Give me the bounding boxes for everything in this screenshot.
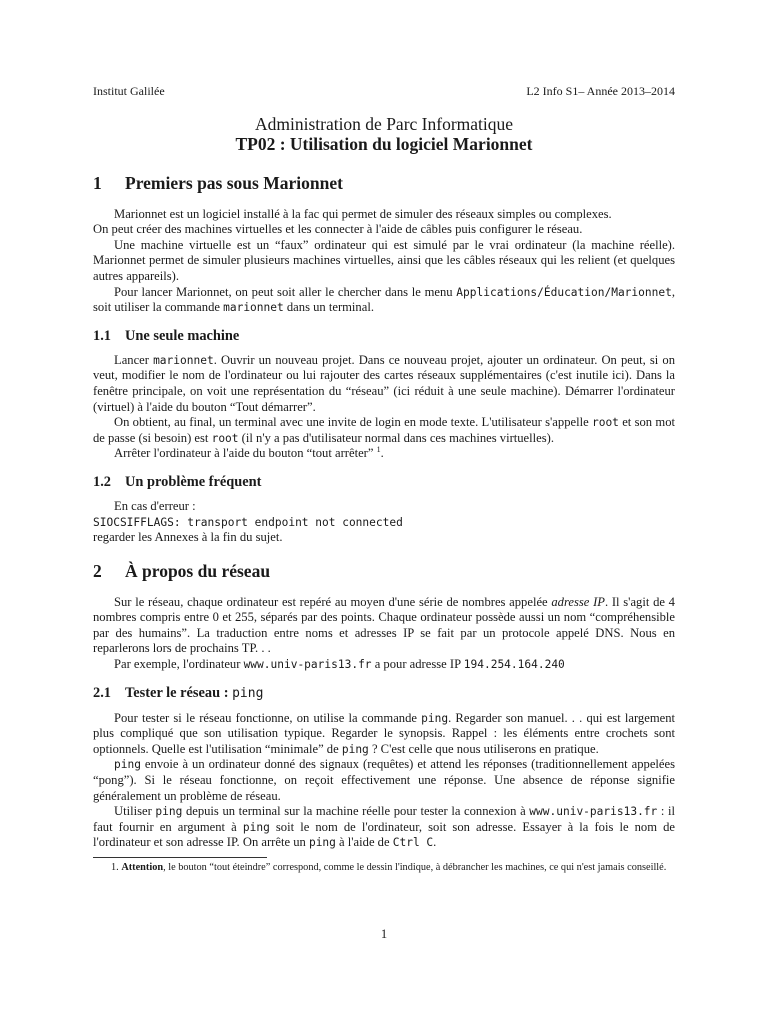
command: ping <box>114 758 141 772</box>
text-line: On peut créer des machines virtuelles et les connecter à l'aide de câbles puis configurer le réseau. <box>93 222 583 237</box>
error-message: SIOCSIFFLAGS: transport endpoint not connected <box>93 515 403 529</box>
paragraph: En cas d'erreur : <box>114 498 196 513</box>
text: . Ouvrir un nouveau projet. Dans ce nouveau projet, ajouter un ordinateur. On peut, si on veut, modifier le nom de l'ordinateur ou lui rajouter des cartes réseaux supplémentaires (c'est inutile ici). Dans la fenêtre principale, on voit une représentation du “réseau” (ici réduit à une seule machine). Démarrer l'ordinateur (virtuel) à l'aide du bouton “Tout démarrer”. <box>93 352 675 414</box>
text: depuis un terminal sur la machine réelle pour tester la connexion à <box>182 804 530 819</box>
paragraph <box>93 207 675 223</box>
paragraph <box>93 446 675 462</box>
footnote-number: 1. <box>111 862 119 873</box>
text: à l'aide de <box>335 835 393 850</box>
paragraph <box>93 711 675 758</box>
text: . <box>433 835 437 850</box>
text-line: Marionnet est un logiciel installé à la fac qui permet de simuler des réseaux simples ou complexes. <box>114 206 612 221</box>
document-title: Administration de Parc Informatique <box>254 113 514 134</box>
section-2-heading <box>93 560 675 582</box>
text: dans un terminal. <box>283 300 374 315</box>
text: (il n'y a pas d'utilisateur normal dans ces machines virtuelles). <box>238 430 554 445</box>
text: . Regarder son manuel. . . qui est largement plus compliqué que son utilisation typique. Regarder le synopsis. Rappel : les éléments entre crochets sont optionnels. Quelle est l'utilisation “minimale” de <box>93 710 675 756</box>
command: ping <box>232 685 264 701</box>
username: root <box>591 416 619 430</box>
command: ping <box>341 742 369 756</box>
ip-address: 194.254.164.240 <box>463 658 565 672</box>
paragraph: Une machine virtuelle est un “faux” ordinateur qui est simulé par le vrai ordinateur (la machine réelle). Marionnet permet de simuler plusieurs machines virtuelles, ainsi que les câbles réseaux qui les relient (et quelques autres appareils). <box>93 237 675 283</box>
paragraph <box>93 657 675 673</box>
text: Utiliser <box>114 804 156 819</box>
hostname: www.univ-paris13.fr <box>529 805 658 819</box>
section-number: 2.1 <box>93 684 111 701</box>
text: Sur le réseau, chaque ordinateur est repéré au moyen d'une série de nombres appelée <box>114 594 552 609</box>
text: , soit utiliser la commande <box>93 284 675 315</box>
hostname: www.univ-paris13.fr <box>243 658 372 672</box>
key-combo: Ctrl C <box>392 836 434 850</box>
text: Tester le réseau : <box>125 684 233 701</box>
command: marionnet <box>223 301 284 315</box>
text: envoie à un ordinateur donné des signaux (requêtes) et attend les réponses (traditionnellement appelées “pong”). Si le réseau fonctionne, on reçoit effectivement une réponse. Une absence de réponse signifie généralement un problème de réseau. <box>93 757 675 803</box>
footnote-text: , le bouton “tout éteindre” correspond, comme le dessin l'indique, à débrancher les machines, ce qui n'est jamais conseillé. <box>163 862 667 873</box>
text: . Il s'agit de 4 nombres compris entre 0 et 255, séparés par des points. Chaque ordinateur possède aussi un nom “compréhensible par des humains”. La traduction entre noms et adresses IP se fait par un protocole appelé DNS. Nous en reparlerons lors de prochains TP. . . <box>93 594 675 656</box>
text: On obtient, au final, un terminal avec une invite de login en mode texte. L'utilisateur s'appelle <box>114 415 592 430</box>
password: root <box>211 431 239 445</box>
text: ? C'est celle que nous utiliserons en pratique. <box>368 741 599 756</box>
section-title: Premiers pas sous Marionnet <box>125 172 343 193</box>
section-number: 2 <box>93 560 102 581</box>
paragraph <box>93 415 675 446</box>
text: Pour tester si le réseau fonctionne, on utilise la commande <box>114 710 422 725</box>
emphasis: adresse IP <box>551 594 605 609</box>
section-title: Une seule machine <box>125 327 240 344</box>
page-number: 1 <box>380 927 388 941</box>
header-institution: Institut Galilée <box>93 84 165 98</box>
section-title <box>125 684 263 703</box>
command: ping <box>155 805 183 819</box>
text: : il faut fournir en argument à <box>93 804 675 834</box>
text: a pour adresse IP <box>371 657 464 672</box>
command: ping <box>242 820 270 834</box>
text: . <box>380 446 384 461</box>
section-number: 1.1 <box>93 327 111 344</box>
paragraph <box>93 353 675 415</box>
document-subtitle: TP02 : Utilisation du logiciel Marionnet <box>235 133 533 154</box>
paragraph <box>93 222 675 238</box>
header-course: L2 Info S1– Année 2013–2014 <box>526 84 675 98</box>
paragraph <box>93 285 675 316</box>
footnote-bold: Attention <box>121 862 164 873</box>
text: Par exemple, l'ordinateur <box>114 657 244 672</box>
section-1-2-heading <box>93 473 675 491</box>
footnote-ref[interactable]: 1 <box>376 445 381 455</box>
text: et son mot de passe (si besoin) est <box>93 415 675 445</box>
section-title: À propos du réseau <box>125 560 271 581</box>
section-1-heading <box>93 172 675 194</box>
text: Pour lancer Marionnet, on peut soit aller le chercher dans le menu <box>114 284 457 299</box>
paragraph <box>93 595 675 657</box>
footnote-divider <box>93 857 267 858</box>
section-number: 1.2 <box>93 473 111 490</box>
footnote <box>93 861 675 874</box>
paragraph: regarder les Annexes à la fin du sujet. <box>93 530 283 545</box>
text: Lancer <box>114 352 154 367</box>
text: Arrêter l'ordinateur à l'aide du bouton “tout arrêter” <box>114 446 377 461</box>
section-number: 1 <box>93 172 102 193</box>
command: ping <box>421 711 449 725</box>
section-title: Un problème fréquent <box>125 473 262 490</box>
command: marionnet <box>153 353 214 367</box>
command: ping <box>308 836 336 850</box>
document-page <box>93 84 675 874</box>
text: soit le nom de l'ordinateur, soit son adresse. Essayer à la fois le nom de l'ordinateur et son adresse IP. On arrête un <box>93 819 676 850</box>
section-2-1-heading <box>93 684 675 703</box>
menu-path: Applications/Éducation/Marionnet <box>456 285 672 299</box>
section-1-1-heading <box>93 327 675 345</box>
page-header <box>93 84 675 100</box>
paragraph <box>93 804 675 851</box>
paragraph <box>93 757 675 804</box>
